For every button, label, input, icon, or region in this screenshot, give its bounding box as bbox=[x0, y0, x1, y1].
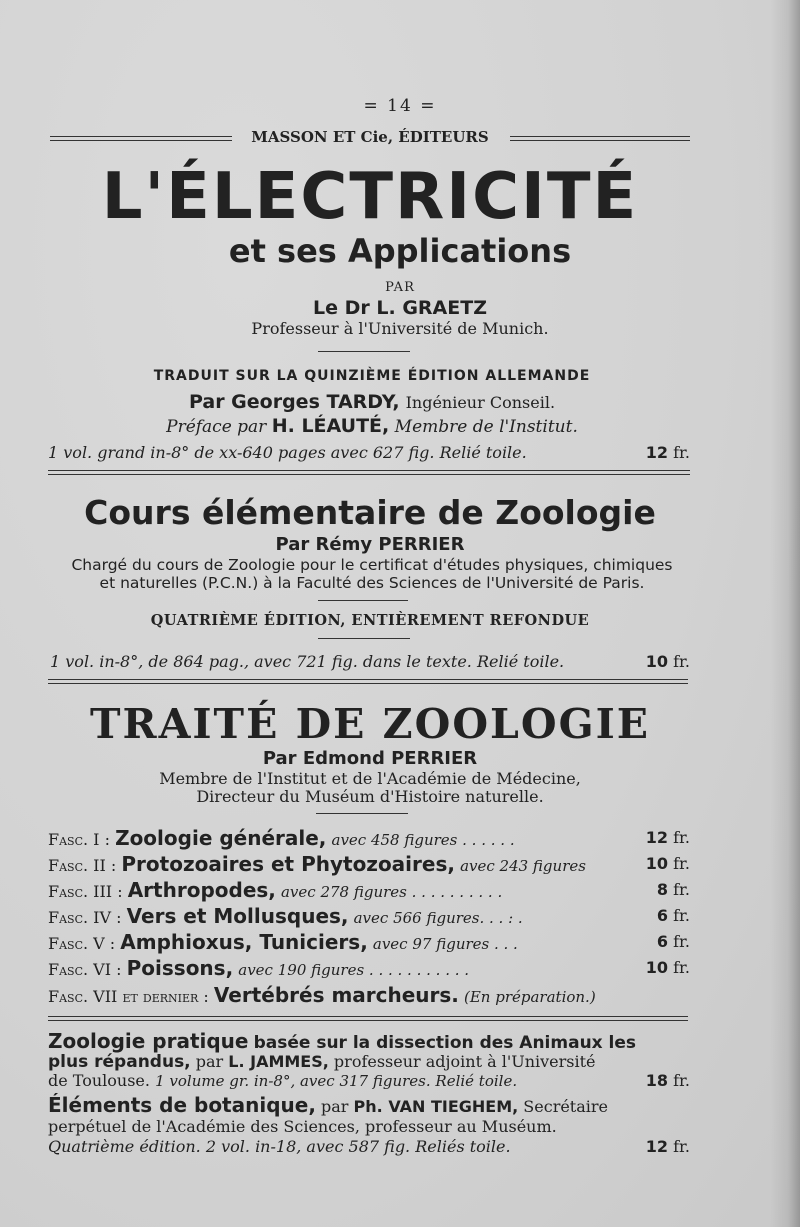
fascicle-detail: avec 458 figures . . . . . . bbox=[331, 831, 515, 849]
book5-volume: Quatrième édition. 2 vol. in-18, avec 587 fig. Reliés toile. bbox=[48, 1137, 511, 1156]
book5-author-title: Secrétaire bbox=[523, 1097, 609, 1116]
book2-price: 10 bbox=[645, 652, 668, 671]
fascicle-currency: fr. bbox=[673, 828, 690, 847]
book1-price: 12 bbox=[645, 443, 668, 462]
page-number: = 14 = bbox=[363, 96, 437, 116]
fascicle-item bbox=[48, 852, 690, 878]
book1-currency: fr. bbox=[673, 443, 690, 462]
book4-line2-bold: plus répandus, bbox=[48, 1052, 191, 1072]
book1-translator-title: Ingénieur Conseil. bbox=[405, 393, 556, 412]
book4-author: L. JAMMES, bbox=[228, 1052, 329, 1071]
book2-volume-line bbox=[50, 652, 690, 671]
fascicle-name: Poissons, bbox=[126, 956, 234, 980]
fascicle-label: Fasc. III : bbox=[48, 882, 123, 901]
fascicle-label: Fasc. V : bbox=[48, 934, 116, 953]
fascicle-detail: avec 243 figures bbox=[460, 857, 586, 875]
book1-preface-line bbox=[0, 415, 772, 437]
fascicle-detail: avec 278 figures . . . . . . . . . . bbox=[280, 883, 503, 901]
book1-preface-author: H. LÉAUTÉ, bbox=[271, 415, 390, 437]
fascicle-name: Vertébrés marcheurs. bbox=[213, 983, 459, 1007]
divider bbox=[316, 813, 408, 814]
book4-line3: de Toulouse. bbox=[48, 1071, 150, 1090]
book1-volume-line bbox=[48, 443, 690, 462]
book5-price: 12 bbox=[645, 1137, 668, 1156]
book5-line1 bbox=[48, 1093, 690, 1117]
divider bbox=[318, 351, 410, 352]
fascicle-price: 12 bbox=[645, 828, 668, 847]
book1-preface-title: Membre de l'Institut. bbox=[394, 417, 578, 437]
book4-line2-text: par bbox=[195, 1052, 224, 1071]
fascicle-name: Protozoaires et Phytozoaires, bbox=[121, 852, 455, 876]
book3-title: TRAITÉ DE ZOOLOGIE bbox=[89, 700, 651, 748]
book4-title: Zoologie pratique bbox=[48, 1029, 249, 1053]
book1-author: Le Dr L. GRAETZ bbox=[313, 297, 487, 319]
book3-desc-line2: Directeur du Muséum d'Histoire naturelle. bbox=[196, 787, 544, 806]
book4-volume: 1 volume gr. in-8°, avec 317 figures. Relié toile. bbox=[155, 1072, 518, 1090]
book2-volume: 1 vol. in-8°, de 864 pag., avec 721 fig. dans le texte. Relié toile. bbox=[50, 652, 565, 671]
fascicle-detail: (En préparation.) bbox=[464, 988, 596, 1006]
fascicle-label: Fasc. I : bbox=[48, 830, 110, 849]
fascicle-price: 8 bbox=[656, 880, 668, 899]
section-divider bbox=[48, 470, 690, 475]
fascicle-detail: avec 97 figures . . . bbox=[372, 935, 518, 953]
fascicle-price: 6 bbox=[656, 906, 668, 925]
book2-author: Par Rémy PERRIER bbox=[275, 534, 465, 555]
book5-currency: fr. bbox=[673, 1137, 690, 1156]
fascicle-currency: fr. bbox=[673, 854, 690, 873]
book2-desc-line1: Chargé du cours de Zoologie pour le certificat d'études physiques, chimiques bbox=[71, 556, 673, 574]
book2-title: Cours élémentaire de Zoologie bbox=[84, 493, 656, 532]
book1-subtitle: et ses Applications bbox=[228, 232, 572, 270]
fascicle-currency: fr. bbox=[673, 880, 690, 899]
divider bbox=[318, 600, 408, 601]
fascicle-currency: fr. bbox=[673, 958, 690, 977]
book5-par: par bbox=[321, 1097, 349, 1116]
book2-desc-line2: et naturelles (P.C.N.) à la Faculté des Sciences de l'Université de Paris. bbox=[99, 574, 645, 592]
book1-translation-note: TRADUIT SUR LA QUINZIÈME ÉDITION ALLEMANDE bbox=[153, 368, 591, 384]
book3-author: Par Edmond PERRIER bbox=[262, 748, 478, 769]
book5-title: Éléments de botanique, bbox=[48, 1093, 316, 1117]
book5-line2: perpétuel de l'Académie des Sciences, professeur au Muséum. bbox=[48, 1117, 557, 1136]
book1-translator-line bbox=[0, 391, 772, 413]
book4-line3 bbox=[48, 1071, 690, 1090]
book5-author: Ph. VAN TIEGHEM, bbox=[353, 1097, 519, 1116]
book1-par: PAR bbox=[385, 280, 415, 295]
header-rule-right bbox=[510, 136, 690, 141]
book1-author-title: Professeur à l'Université de Munich. bbox=[251, 319, 549, 338]
fascicle-detail: avec 190 figures . . . . . . . . . . . bbox=[238, 961, 470, 979]
fascicle-item bbox=[48, 878, 690, 904]
fascicle-name: Amphioxus, Tuniciers, bbox=[120, 930, 368, 954]
section-divider bbox=[48, 1016, 688, 1021]
fascicle-label: Fasc. VI : bbox=[48, 960, 122, 979]
divider bbox=[318, 638, 410, 639]
book1-title: L'ÉLECTRICITÉ bbox=[101, 160, 639, 234]
fascicle-currency: fr. bbox=[673, 906, 690, 925]
page-edge-shadow bbox=[770, 0, 800, 1227]
book4-price: 18 bbox=[645, 1071, 668, 1090]
fascicle-name: Zoologie générale, bbox=[115, 826, 327, 850]
fascicle-item bbox=[48, 904, 690, 930]
book2-currency: fr. bbox=[673, 652, 690, 671]
book1-translator: Par Georges TARDY, bbox=[188, 391, 400, 413]
fascicle-item bbox=[48, 826, 690, 852]
publisher-name: MASSON ET Cie, ÉDITEURS bbox=[251, 128, 489, 146]
book1-preface-label: Préface par bbox=[166, 417, 267, 437]
fascicle-name: Vers et Mollusques, bbox=[126, 904, 349, 928]
fascicle-item bbox=[48, 930, 690, 956]
book4-line2 bbox=[48, 1052, 690, 1072]
book4-line2-rest: professeur adjoint à l'Université bbox=[333, 1052, 596, 1071]
fascicle-detail: avec 566 figures. . . : . bbox=[353, 909, 523, 927]
book4-currency: fr. bbox=[673, 1071, 690, 1090]
publisher-header bbox=[50, 128, 690, 148]
fascicle-label: Fasc. II : bbox=[48, 856, 117, 875]
fascicle-name: Arthropodes, bbox=[127, 878, 276, 902]
fascicle-label: Fasc. IV : bbox=[48, 908, 122, 927]
fascicle-item bbox=[48, 983, 690, 1009]
fascicle-price: 10 bbox=[645, 958, 668, 977]
book2-edition: QUATRIÈME ÉDITION, ENTIÈREMENT REFONDUE bbox=[150, 612, 590, 629]
fascicle-label: Fasc. VII et dernier : bbox=[48, 987, 209, 1006]
fascicle-price: 6 bbox=[656, 932, 668, 951]
book4-title-rest: basée sur la dissection des Animaux les bbox=[253, 1033, 637, 1053]
fascicle-price: 10 bbox=[645, 854, 668, 873]
book1-volume: 1 vol. grand in-8° de xx-640 pages avec 627 fig. Relié toile. bbox=[48, 443, 527, 462]
book4-line1 bbox=[48, 1029, 690, 1053]
book5-line3 bbox=[48, 1137, 690, 1156]
fascicle-currency: fr. bbox=[673, 932, 690, 951]
section-divider bbox=[48, 679, 688, 684]
fascicle-item bbox=[48, 956, 690, 982]
book3-desc-line1: Membre de l'Institut et de l'Académie de Médecine, bbox=[159, 769, 581, 788]
